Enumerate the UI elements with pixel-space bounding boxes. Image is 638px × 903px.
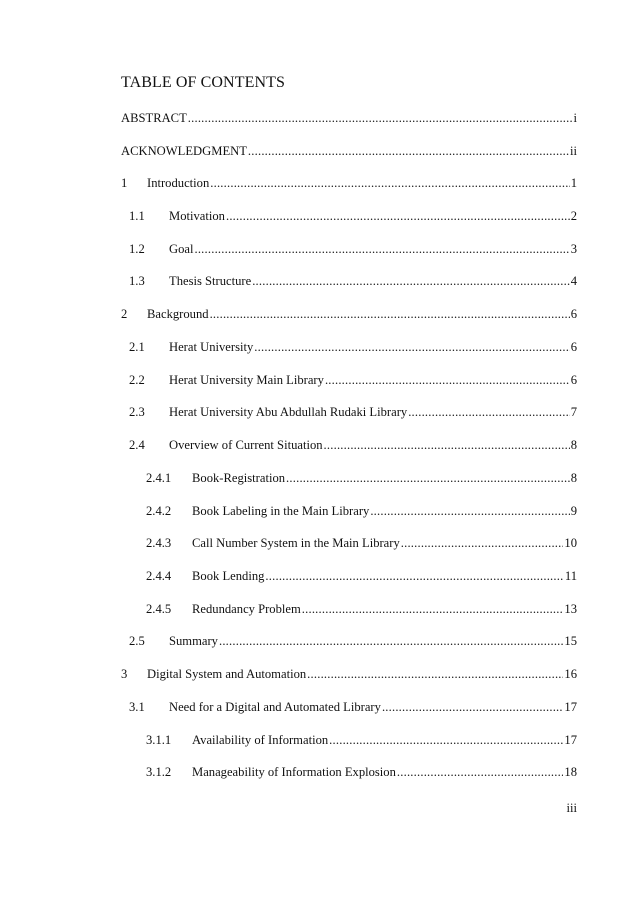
- toc-entry-page: 9: [570, 504, 577, 518]
- toc-dot-leader: [226, 207, 570, 225]
- toc-entry-3-1-1[interactable]: [146, 731, 577, 749]
- toc-entry-page: 6: [570, 307, 577, 321]
- toc-entry-page: 2: [570, 209, 577, 223]
- toc-dot-leader: [188, 109, 573, 127]
- toc-entry-page: 17: [564, 733, 577, 747]
- toc-entry-number: 1.3: [129, 274, 145, 288]
- toc-entry-number: 3.1.1: [146, 733, 172, 747]
- toc-dot-leader: [329, 731, 563, 749]
- toc-dot-leader: [370, 502, 569, 520]
- toc-entry-label: Manageability of Information Explosion: [192, 765, 396, 779]
- toc-entry-label: ACKNOWLEDGMENT: [121, 144, 247, 158]
- toc-dot-leader: [286, 469, 570, 487]
- toc-dot-leader: [254, 338, 569, 356]
- toc-entry-label: Summary: [169, 634, 218, 648]
- toc-entry-label: Motivation: [169, 209, 225, 223]
- toc-entry-2-4-1[interactable]: [146, 469, 577, 487]
- toc-title: TABLE OF CONTENTS: [121, 74, 285, 91]
- toc-entry-1-1[interactable]: [129, 207, 577, 225]
- toc-entry-page: 1: [570, 176, 577, 190]
- toc-entry-number: 2.4.1: [146, 471, 172, 485]
- toc-entry-label: Book Labeling in the Main Library: [192, 504, 370, 518]
- toc-entry-1-3[interactable]: [129, 272, 577, 290]
- toc-entry-2-4-4[interactable]: [146, 567, 577, 585]
- toc-entry-number: 3.1: [129, 700, 145, 714]
- toc-entry-2-2[interactable]: [129, 371, 577, 389]
- toc-entry-page: 8: [570, 471, 577, 485]
- toc-entry-page: 16: [564, 667, 577, 681]
- toc-entry-number: 2.3: [129, 405, 145, 419]
- toc-entry-2-4-3[interactable]: [146, 534, 577, 552]
- toc-entry-number: 2.4: [129, 438, 145, 452]
- toc-entry-label: Digital System and Automation: [147, 667, 307, 681]
- toc-entry-number: 1.2: [129, 242, 145, 256]
- toc-entry-number: 3.1.2: [146, 765, 172, 779]
- toc-entry-label: Need for a Digital and Automated Library: [169, 700, 381, 714]
- toc-entry-3-1-2[interactable]: [146, 763, 577, 781]
- toc-entry-page: 11: [564, 569, 577, 583]
- toc-entry-number: 2.1: [129, 340, 145, 354]
- toc-entry-acknowledgment[interactable]: [121, 142, 577, 160]
- toc-dot-leader: [194, 240, 569, 258]
- toc-entry-number: 1.1: [129, 209, 145, 223]
- toc-entry-page: 6: [570, 373, 577, 387]
- toc-dot-leader: [307, 665, 563, 683]
- toc-entry-2-1[interactable]: [129, 338, 577, 356]
- toc-entry-1-2[interactable]: [129, 240, 577, 258]
- toc-entry-number: 2.4.2: [146, 504, 172, 518]
- toc-entry-number: 3: [121, 667, 128, 681]
- toc-entry-page: 3: [570, 242, 577, 256]
- toc-entry-label: Availability of Information: [192, 733, 329, 747]
- toc-dot-leader: [401, 534, 564, 552]
- toc-dot-leader: [210, 174, 569, 192]
- toc-entry-2-5[interactable]: [129, 632, 577, 650]
- toc-entry-2-3[interactable]: [129, 403, 577, 421]
- toc-entry-number: 2.4.4: [146, 569, 172, 583]
- toc-entry-label: Background: [147, 307, 209, 321]
- toc-entry-label: Thesis Structure: [169, 274, 252, 288]
- toc-dot-leader: [252, 272, 570, 290]
- toc-entry-page: ii: [570, 144, 577, 158]
- toc-entry-2-4-2[interactable]: [146, 502, 577, 520]
- toc-dot-leader: [408, 403, 570, 421]
- toc-entry-label: Book Lending: [192, 569, 265, 583]
- toc-entry-label: Herat University: [169, 340, 254, 354]
- toc-entry-page: 8: [570, 438, 577, 452]
- toc-entry-3[interactable]: [121, 665, 577, 683]
- toc-dot-leader: [302, 600, 564, 618]
- toc-dot-leader: [324, 436, 570, 454]
- toc-entry-label: Call Number System in the Main Library: [192, 536, 400, 550]
- toc-entry-abstract[interactable]: [121, 109, 577, 127]
- toc-entry-2-4-5[interactable]: [146, 600, 577, 618]
- toc-entry-3-1[interactable]: [129, 698, 577, 716]
- toc-entry-page: 18: [564, 765, 577, 779]
- toc-entry-number: 2.4.5: [146, 602, 172, 616]
- toc-entry-label: Goal: [169, 242, 194, 256]
- toc-entry-label: Herat University Main Library: [169, 373, 324, 387]
- toc-entry-label: Herat University Abu Abdullah Rudaki Library: [169, 405, 408, 419]
- toc-entry-label: Overview of Current Situation: [169, 438, 323, 452]
- toc-entry-number: 2.4.3: [146, 536, 172, 550]
- toc-entry-page: 17: [564, 700, 577, 714]
- toc-entry-label: Redundancy Problem: [192, 602, 301, 616]
- toc-entry-number: 1: [121, 176, 128, 190]
- toc-entry-label: Introduction: [147, 176, 210, 190]
- toc-dot-leader: [248, 142, 569, 160]
- toc-entry-page: 7: [570, 405, 577, 419]
- toc-entry-number: 2: [121, 307, 128, 321]
- toc-dot-leader: [382, 698, 563, 716]
- toc-entry-page: 13: [564, 602, 577, 616]
- toc-entry-number: 2.5: [129, 634, 145, 648]
- toc-entry-page: i: [573, 111, 577, 125]
- toc-entry-label: Book-Registration: [192, 471, 286, 485]
- toc-dot-leader: [210, 305, 570, 323]
- toc-dot-leader: [325, 371, 570, 389]
- page-number: iii: [566, 801, 577, 815]
- toc-dot-leader: [219, 632, 563, 650]
- toc-dot-leader: [397, 763, 564, 781]
- toc-entry-2[interactable]: [121, 305, 577, 323]
- toc-dot-leader: [265, 567, 563, 585]
- toc-entry-label: ABSTRACT: [121, 111, 187, 125]
- toc-entry-number: 2.2: [129, 373, 145, 387]
- toc-entry-page: 15: [564, 634, 577, 648]
- toc-entry-page: 4: [570, 274, 577, 288]
- toc-entry-page: 6: [570, 340, 577, 354]
- toc-entry-1[interactable]: [121, 174, 577, 192]
- toc-entry-2-4[interactable]: [129, 436, 577, 454]
- toc-entry-page: 10: [564, 536, 577, 550]
